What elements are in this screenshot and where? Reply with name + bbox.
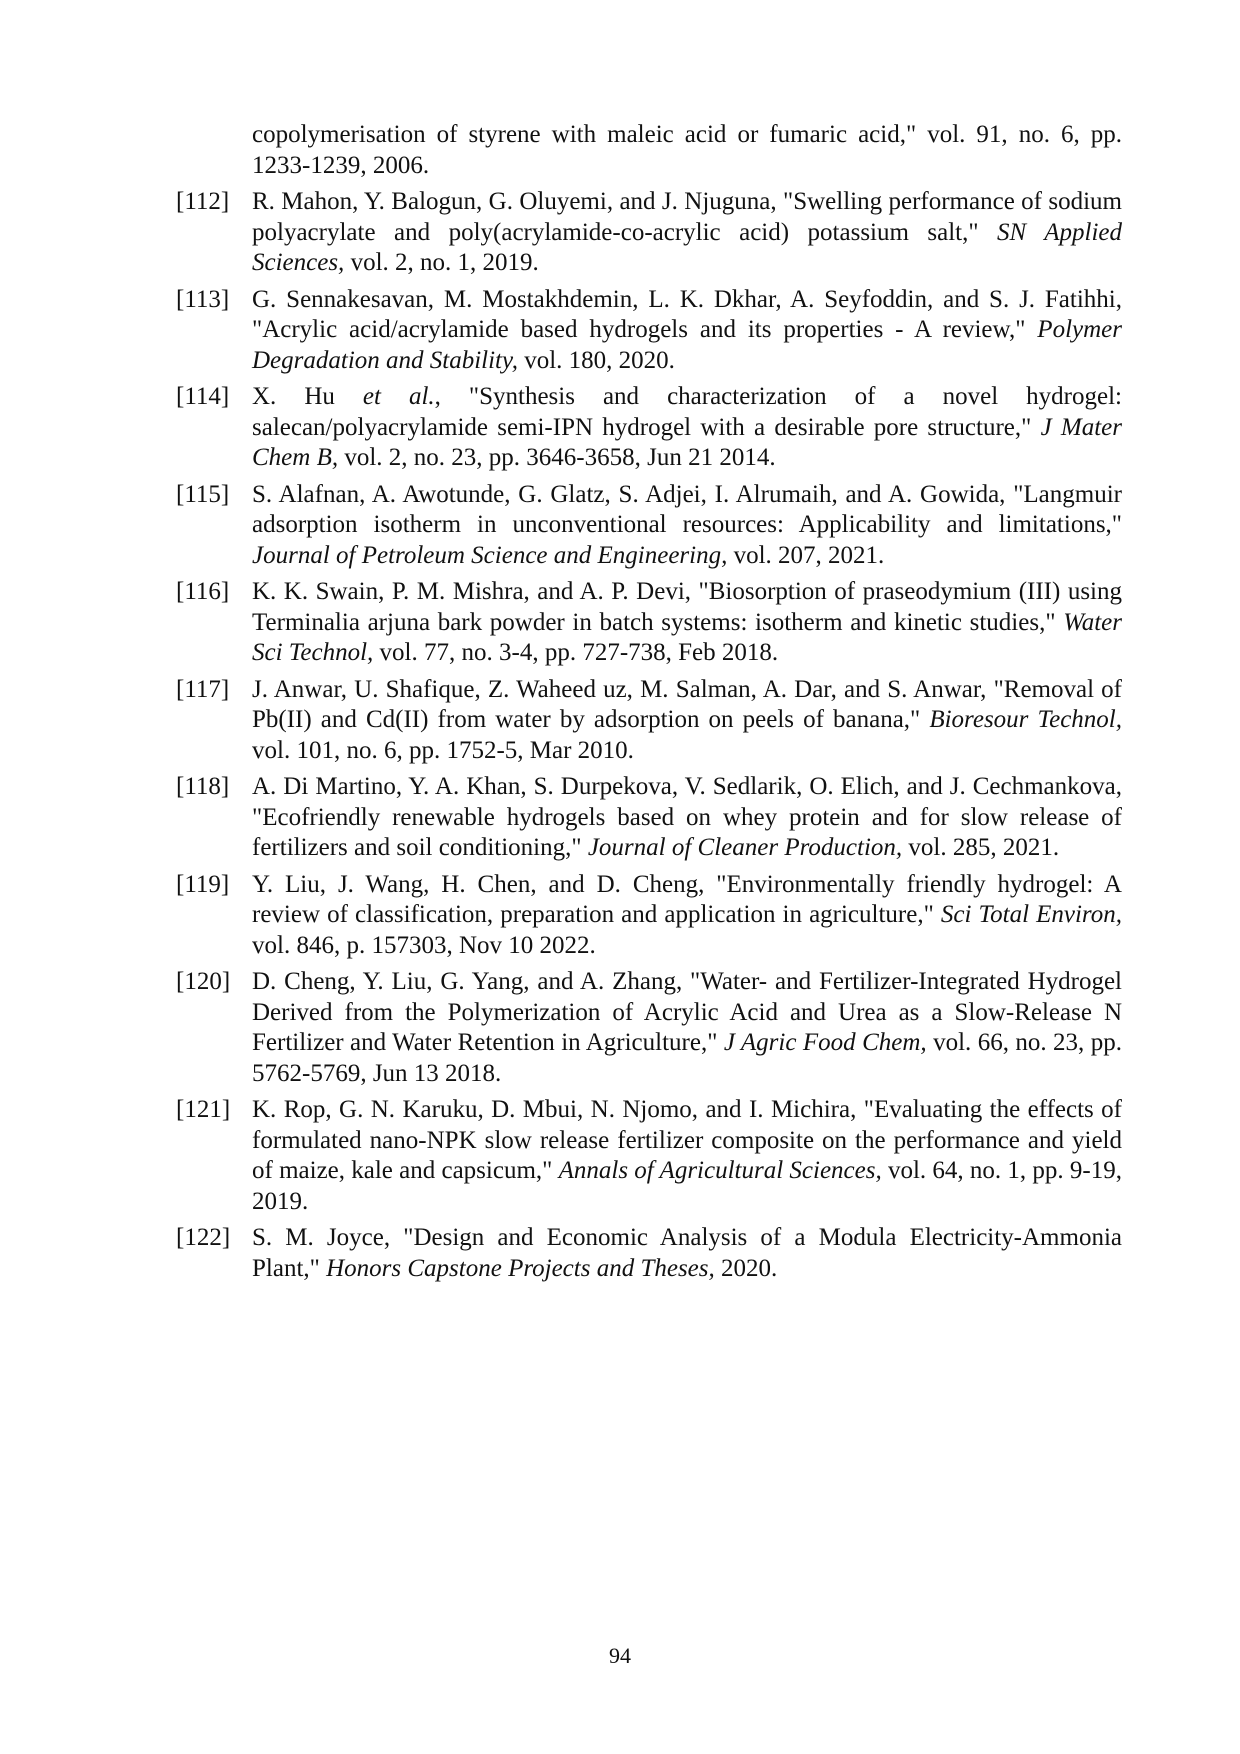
reference-journal: Journal of Cleaner Production, <box>587 834 903 861</box>
reference-entry-115 <box>176 480 1122 572</box>
reference-journal: SN Applied Sciences, <box>252 218 1122 276</box>
reference-text: Y. Liu, J. Wang, H. Chen, and D. Cheng, "Environmentally friendly hydrogel: A review of classification, preparation and application in agriculture," <box>252 870 1122 928</box>
reference-text: A. Di Martino, Y. A. Khan, S. Durpekova, V. Sedlarik, O. Elich, and J. Cechmankova, "Ecofriendly renewable hydrogels based on whey protein and for slow release of fertilizers and soil conditioning," <box>252 773 1122 861</box>
reference-journal: Journal of Petroleum Science and Engineering, <box>252 541 728 569</box>
reference-text: D. Cheng, Y. Liu, G. Yang, and A. Zhang, "Water- and Fertilizer-Integrated Hydrogel Derived from the Polymerization of Acrylic Acid and Urea as a Slow-Release N Fertilizer and Water Retention in Agriculture," <box>252 968 1122 1056</box>
reference-number: [121] <box>176 1096 231 1123</box>
reference-entry-118 <box>176 772 1122 864</box>
reference-details: vol. 101, no. 6, pp. 1752-5, Mar 2010. <box>252 736 634 764</box>
reference-entry-121 <box>176 1095 1122 1217</box>
reference-text: copolymerisation of styrene with maleic acid or fumaric acid," vol. 91, no. 6, pp. 1233-1239, 2006. <box>252 121 1122 179</box>
reference-journal: Sci Total Environ, <box>940 901 1122 928</box>
reference-text: K. K. Swain, P. M. Mishra, and A. P. Devi, "Biosorption of praseodymium (III) using Terminalia arjuna bark powder in batch systems: isotherm and kinetic studies," <box>252 578 1122 636</box>
reference-number: [113] <box>176 285 230 313</box>
reference-details: vol. 64, no. 1, pp. 9-19, 2019. <box>252 1157 1122 1215</box>
reference-journal: Honors Capstone Projects and Theses, <box>326 1254 715 1282</box>
reference-entry-120 <box>176 967 1122 1089</box>
reference-text: G. Sennakesavan, M. Mostakhdemin, L. K. Dkhar, A. Seyfoddin, and S. J. Fatihhi, "Acrylic acid/acrylamide based hydrogels and its properties - A review," <box>252 285 1122 343</box>
reference-text: X. Hu <box>252 383 363 410</box>
reference-text: R. Mahon, Y. Balogun, G. Oluyemi, and J. Njuguna, "Swelling performance of sodium polyacrylate and poly(acrylamide-co-acrylic acid) potassium salt," <box>252 188 1122 246</box>
reference-journal: Annals of Agricultural Sciences, <box>558 1157 882 1184</box>
reference-details: vol. 846, p. 157303, Nov 10 2022. <box>252 931 596 959</box>
reference-entry-116 <box>176 577 1122 669</box>
reference-text: S. Alafnan, A. Awotunde, G. Glatz, S. Adjei, I. Alrumaih, and A. Gowida, "Langmuir adsorption isotherm in unconventional resources: Applicability and limitations," <box>252 480 1122 538</box>
reference-details: vol. 2, no. 23, pp. 3646-3658, Jun 21 2014. <box>338 444 776 471</box>
reference-list <box>176 120 1122 1290</box>
reference-entry-112 <box>176 187 1122 279</box>
reference-text: J. Anwar, U. Shafique, Z. Waheed uz, M. Salman, A. Dar, and S. Anwar, "Removal of Pb(II) and Cd(II) from water by adsorption on peels of banana," <box>252 675 1122 733</box>
reference-entry-113 <box>176 285 1122 377</box>
reference-number: [116] <box>176 578 230 605</box>
reference-number: [115] <box>176 480 230 508</box>
reference-title: , "Synthesis and characterization of a novel hydrogel: salecan/polyacrylamide semi-IPN hydrogel with a desirable pore structure," <box>252 383 1122 441</box>
reference-text: S. M. Joyce, "Design and Economic Analysis of a Modula Electricity-Ammonia Plant," <box>252 1224 1122 1282</box>
reference-details: vol. 2, no. 1, 2019. <box>344 249 539 276</box>
reference-journal: Water Sci Technol, <box>252 608 1122 666</box>
reference-number: [112] <box>176 188 230 215</box>
reference-number: [114] <box>176 383 230 410</box>
reference-details: vol. 285, 2021. <box>902 834 1060 861</box>
reference-entry-122 <box>176 1223 1122 1284</box>
reference-text: K. Rop, G. N. Karuku, D. Mbui, N. Njomo, and I. Michira, "Evaluating the effects of formulated nano-NPK slow release fertilizer composite on the performance and yield of maize, kale and capsicum," <box>252 1096 1122 1184</box>
reference-details: vol. 180, 2020. <box>517 346 675 374</box>
reference-number: [119] <box>176 870 230 898</box>
reference-entry-119 <box>176 870 1122 962</box>
reference-number: [118] <box>176 773 230 800</box>
reference-journal: Polymer Degradation and Stability, <box>252 316 1122 374</box>
reference-number: [120] <box>176 968 231 995</box>
reference-journal: Bioresour Technol, <box>929 706 1122 733</box>
reference-entry-117 <box>176 675 1122 767</box>
reference-entry-111-continued <box>176 120 1122 181</box>
reference-journal: J Mater Chem B, <box>252 413 1122 471</box>
reference-entry-114 <box>176 382 1122 474</box>
reference-details: 2020. <box>714 1254 778 1282</box>
reference-details: vol. 66, no. 23, pp. 5762-5769, Jun 13 2018. <box>252 1029 1122 1087</box>
reference-details: vol. 207, 2021. <box>727 541 885 569</box>
page-number: 94 <box>609 1643 631 1668</box>
reference-journal: J Agric Food Chem, <box>723 1029 927 1056</box>
reference-details: vol. 77, no. 3-4, pp. 727-738, Feb 2018. <box>373 639 779 666</box>
reference-et-al: et al. <box>362 383 435 410</box>
reference-number: [122] <box>176 1224 231 1251</box>
reference-number: [117] <box>176 675 230 703</box>
